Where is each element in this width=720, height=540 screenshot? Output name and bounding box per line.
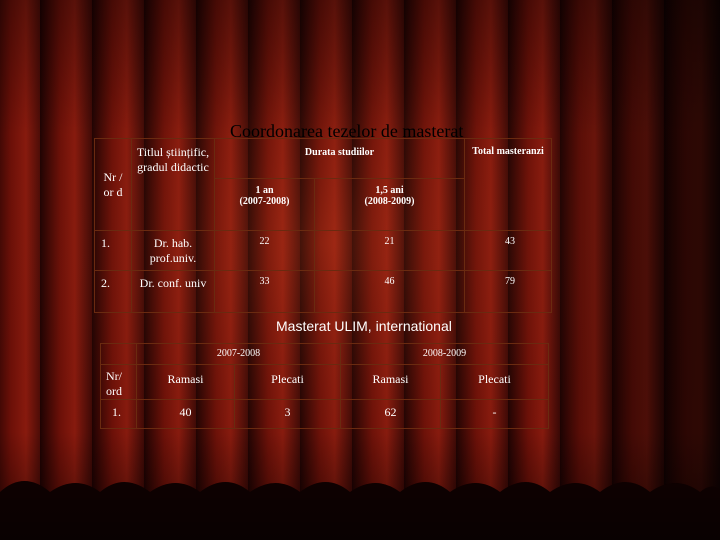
- total-header-cell: [465, 139, 552, 231]
- period1-header: 2007-2008: [137, 344, 341, 365]
- masterat-coordination-table: [94, 138, 552, 313]
- row-ramasi-2008: 62: [341, 400, 441, 429]
- title-header: Titlul științific, gradul didactic: [136, 145, 210, 174]
- row-total-value: 43: [465, 231, 552, 271]
- row-nr: 1.: [101, 400, 137, 429]
- nr-header-cell: [95, 139, 132, 231]
- row-year1-value: 22: [215, 231, 315, 271]
- slide-title: Coordonarea tezelor de masterat: [230, 121, 464, 141]
- table-row: [95, 271, 552, 313]
- row-plecati-2007: 3: [235, 400, 341, 429]
- empty-header-cell: [101, 344, 137, 365]
- row-ramasi-2007: 40: [137, 400, 235, 429]
- table-row: [101, 400, 549, 429]
- year2-period: (2008-2009): [364, 196, 415, 207]
- row-total-value: 79: [465, 271, 552, 313]
- ramasi-header-2007: Ramasi: [137, 365, 235, 400]
- year1-header-cell: [215, 179, 315, 231]
- row-title: Dr. conf. univ: [132, 271, 215, 313]
- row-nr: 2.: [95, 271, 132, 313]
- row-nr: 1.: [95, 231, 132, 271]
- title-header-cell: [132, 139, 215, 231]
- ulim-masterat-table: [100, 343, 549, 429]
- duration-header: Durata studiilor: [304, 147, 375, 158]
- year2-label: 1,5 ani: [375, 185, 404, 196]
- row-year1-value: 33: [215, 271, 315, 313]
- year1-period: (2007-2008): [239, 196, 290, 207]
- year1-label: 1 an: [255, 185, 274, 196]
- row-title: Dr. hab. prof.univ.: [132, 231, 215, 271]
- year2-header-cell: [315, 179, 465, 231]
- row-year2-value: 21: [315, 231, 465, 271]
- ulim-masterat-subtitle: Masterat ULIM, international: [276, 318, 452, 334]
- ramasi-header-2008: Ramasi: [341, 365, 441, 400]
- total-header: Total masteranzi: [472, 146, 544, 157]
- nr-header: Nr / or d: [103, 169, 123, 199]
- period2-header: 2008-2009: [341, 344, 549, 365]
- duration-header-cell: [215, 139, 465, 179]
- table-row: [95, 231, 552, 271]
- plecati-header-2007: Plecati: [235, 365, 341, 400]
- nr-header: Nr/ ord: [101, 365, 137, 400]
- row-year2-value: 46: [315, 271, 465, 313]
- row-plecati-2008: -: [441, 400, 549, 429]
- plecati-header-2008: Plecati: [441, 365, 549, 400]
